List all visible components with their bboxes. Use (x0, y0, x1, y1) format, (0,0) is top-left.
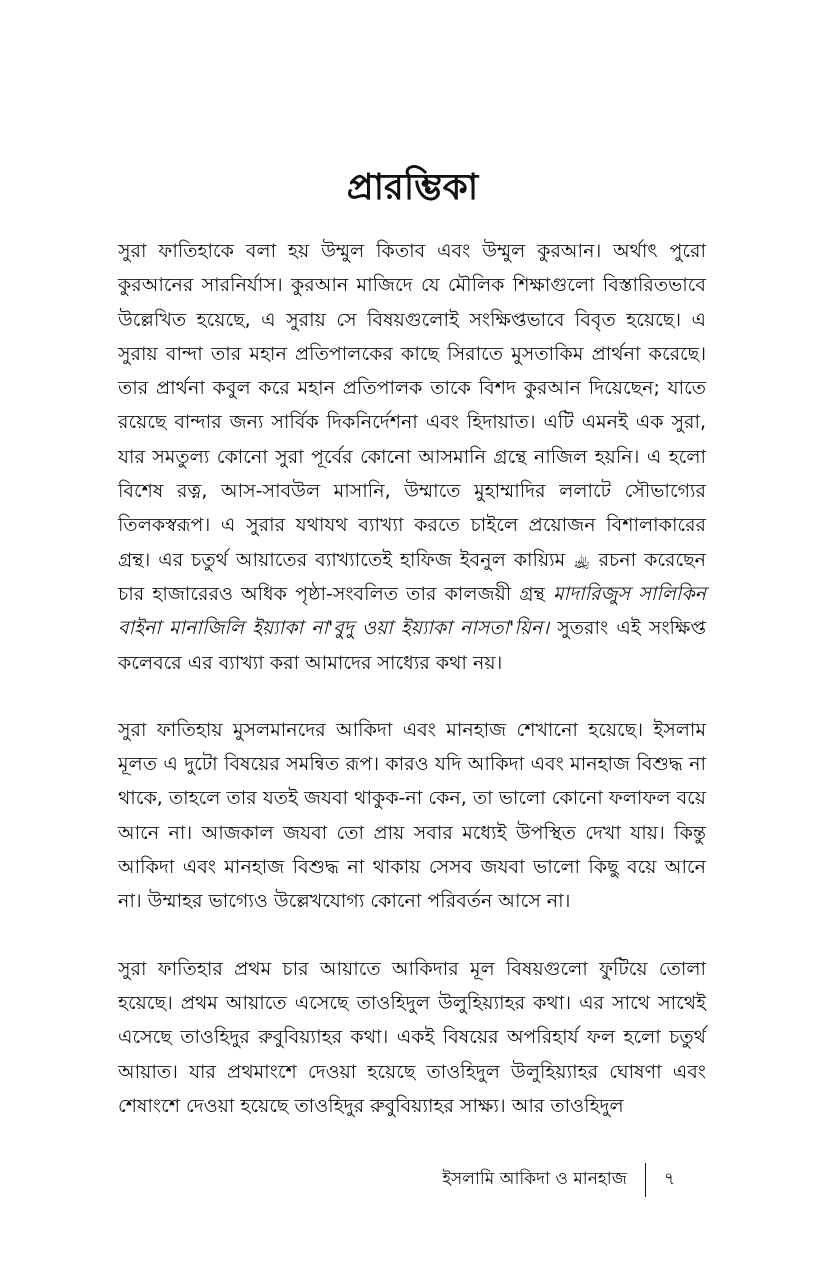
page-title: প্রারম্ভিকা (346, 167, 479, 209)
paragraph-1-text-after: সুতরাং এই সংক্ষিপ্ত কলেবরে এর ব্যাখ্যা করা আমাদের সাধ্যের কথা নয়। (118, 617, 706, 674)
footer-divider (645, 1163, 646, 1197)
page-number: ৭ (663, 1169, 675, 1189)
paragraph-1 (118, 234, 706, 680)
paragraph-2-text: সুরা ফাতিহায় মুসলমানদের আকিদা এবং মানহাজ শেখানো হয়েছে। ইসলাম মূলত এ দুটো বিষয়ের সমন্বিত রূপ। কারও যদি আকিদা এবং মানহাজ বিশুদ্ধ না থাকে, তাহলে তার যতই জযবা থাকুক-না কেন, তা ভালো কোনো ফলাফল বয়ে আনে না। আজকাল জযবা তো প্রায় সবার মধ্যেই উপস্থিত দেখা যায়। কিন্তু আকিদা এবং মানহাজ বিশুদ্ধ না থাকায় সেসব জযবা ভালো কিছু বয়ে আনে না। উম্মাহর ভাগ্যেও উল্লেখযোগ্য কোনো পরিবর্তন আসে না। (118, 718, 706, 913)
book-title-italic: মাদারিজুস সালিকিন বাইনা মানাজিলি ইয়্যাকা না'বুদু ওয়া ইয়্যাকা নাসতা'য়িন। (118, 582, 706, 640)
paragraph-1-text: সুরা ফাতিহাকে বলা হয় উম্মুল কিতাব এবং উম্মুল কুরআন। অর্থাৎ পুরো কুরআনের সারনির্যাস। কুরআন মাজিদে যে মৌলিক শিক্ষাগুলো বিস্তারিতভাবে উল্লেখিত হয়েছে, এ সুরায় সে বিষয়গুলোই সংক্ষিপ্তভাবে বিবৃত হয়েছে। এ সুরায় বান্দা তার মহান প্রতিপালকের কাছে সিরাতে মুসতাকিম প্রার্থনা করেছে। তার প্রার্থনা কবুল করে মহান প্রতিপালক তাকে বিশদ কুরআন দিয়েছেন; যাতে রয়েছে বান্দার জন্য সার্বিক দিকনির্দেশনা এবং হিদায়াত। এটি এমনই এক সুরা, যার সমতুল্য কোনো সুরা পূর্বের কোনো আসমানি গ্রন্থে নাজিল হয়নি। এ হলো বিশেষ রত্ন, আস-সাবউল মাসানি, উম্মাতে মুহাম্মাদির ললাটে সৌভাগ্যের তিলকস্বরূপ। এ সুরার যথাযথ ব্যাখ্যা করতে চাইলে প্রয়োজন বিশালাকারের গ্রন্থ। এর চতুর্থ আয়াতের ব্যাখ্যাতেই হাফিজ ইবনুল কায়্যিম ﵀ রচনা করেছেন চার হাজারেরও অধিক পৃষ্ঠা-সংবলিত তার কালজয়ী গ্রন্থ (118, 240, 706, 605)
paragraph-3-text: সুরা ফাতিহার প্রথম চার আয়াতে আকিদার মূল বিষয়গুলো ফুটিয়ে তোলা হয়েছে। প্রথম আয়াতে এসেছে তাওহিদুল উলুহিয়্যাহর কথা। এর সাথে সাথেই এসেছে তাওহিদুর রুবুবিয়্যাহর কথা। একই বিষয়ের অপরিহার্য ফল হলো চতুর্থ আয়াত। যার প্রথমাংশে দেওয়া হয়েছে তাওহিদুল উলুহিয়্যাহর ঘোষণা এবং শেষাংশে দেওয়া হয়েছে তাওহিদুর রুবুবিয়্যাহর সাক্ষ্য। আর তাওহিদুল (118, 957, 706, 1117)
page-footer (442, 1162, 675, 1198)
running-footer-title: ইসলামি আকিদা ও মানহাজ (442, 1169, 627, 1189)
body-text (118, 234, 706, 1123)
paragraph-2 (118, 713, 706, 919)
paragraph-3 (118, 952, 706, 1123)
